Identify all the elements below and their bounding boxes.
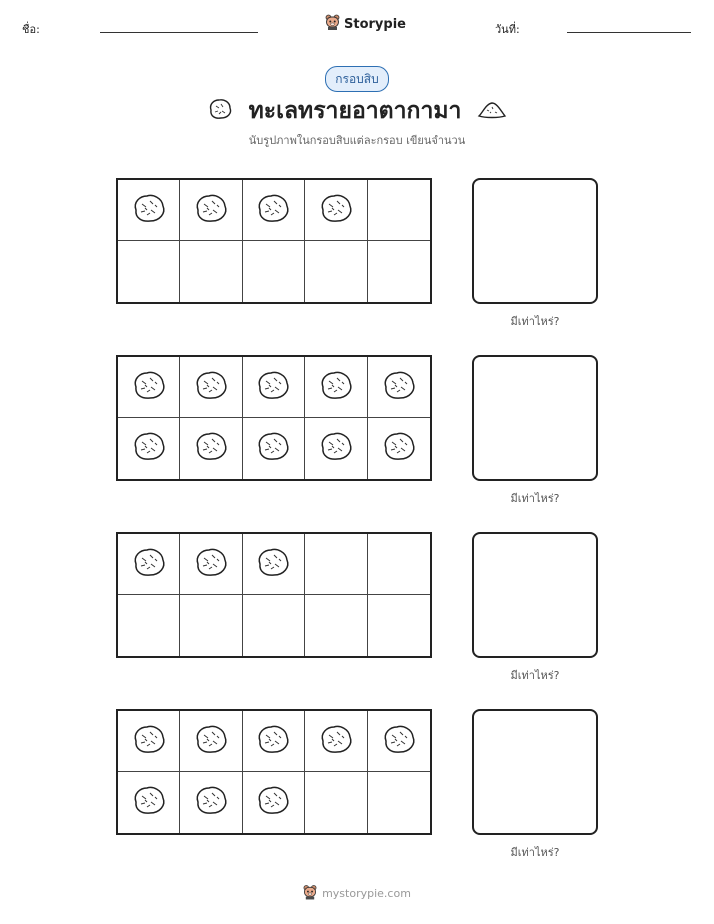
answer-box[interactable]	[472, 709, 598, 835]
rock-icon	[381, 430, 417, 467]
rock-icon	[255, 723, 291, 760]
ten-frame-cell	[118, 180, 180, 241]
ten-frame	[116, 178, 432, 304]
name-label: ชื่อ:	[22, 23, 40, 36]
brand-name: Storypie	[344, 16, 406, 32]
count-question: มีเท่าไหร่?	[510, 669, 560, 682]
rock-icon	[131, 784, 167, 821]
ten-frame-cell	[243, 534, 305, 595]
bear-mascot-icon	[303, 884, 317, 903]
rock-icon	[255, 192, 291, 229]
ten-frame-cell	[243, 711, 305, 772]
ten-frame-cell	[180, 418, 242, 479]
rock-icon	[131, 192, 167, 229]
ten-frame-cell	[118, 772, 180, 833]
rock-icon	[193, 369, 229, 406]
sand-pile-icon	[477, 98, 507, 124]
rock-icon	[131, 369, 167, 406]
ten-frame-cell	[180, 180, 242, 241]
rock-icon	[193, 723, 229, 760]
count-question: มีเท่าไหร่?	[510, 492, 560, 505]
date-label: วันที่:	[495, 23, 520, 36]
brand-logo	[325, 14, 406, 34]
ten-frame-cell	[243, 357, 305, 418]
worksheet-title: ทะเลทรายอาตากามา	[248, 98, 462, 124]
ten-frame	[116, 532, 432, 658]
ten-frame-cell	[305, 772, 367, 833]
ten-frame-cell	[180, 357, 242, 418]
ten-frame-cell	[368, 711, 430, 772]
answer-box[interactable]	[472, 178, 598, 304]
rock-icon	[318, 369, 354, 406]
rock-icon	[131, 546, 167, 583]
ten-frame-cell	[118, 711, 180, 772]
footer	[303, 884, 411, 903]
ten-frame-cell	[118, 241, 180, 302]
rock-icon	[193, 192, 229, 229]
ten-frame-cell	[180, 241, 242, 302]
ten-frame-cell	[305, 595, 367, 656]
ten-frame-cell	[368, 180, 430, 241]
ten-frame	[116, 355, 432, 481]
ten-frame-cell	[243, 241, 305, 302]
ten-frame-cell	[118, 418, 180, 479]
ten-frame-cell	[368, 534, 430, 595]
ten-frame-cell	[243, 772, 305, 833]
ten-frame-cell	[180, 711, 242, 772]
ten-frame-cell	[118, 534, 180, 595]
ten-frame-cell	[368, 241, 430, 302]
rock-icon	[255, 430, 291, 467]
ten-frame-cell	[368, 418, 430, 479]
ten-frame-cell	[118, 595, 180, 656]
rock-icon	[193, 784, 229, 821]
ten-frame-cell	[180, 772, 242, 833]
ten-frame-cell	[243, 180, 305, 241]
rock-icon	[193, 546, 229, 583]
ten-frame-cell	[368, 772, 430, 833]
answer-box[interactable]	[472, 532, 598, 658]
name-line[interactable]	[100, 32, 258, 33]
ten-frame-cell	[243, 418, 305, 479]
ten-frame-cell	[368, 595, 430, 656]
rock-icon	[318, 192, 354, 229]
rock-icon	[381, 723, 417, 760]
footer-url[interactable]: mystorypie.com	[322, 887, 411, 900]
ten-frame-cell	[305, 711, 367, 772]
count-question: มีเท่าไหร่?	[510, 315, 560, 328]
ten-frame-cell	[368, 357, 430, 418]
ten-frame-cell	[305, 357, 367, 418]
answer-box[interactable]	[472, 355, 598, 481]
rock-icon	[255, 784, 291, 821]
rock-icon	[255, 369, 291, 406]
rock-icon	[131, 430, 167, 467]
rock-icon	[318, 723, 354, 760]
ten-frame-cell	[243, 595, 305, 656]
bear-mascot-icon	[325, 14, 340, 34]
date-line[interactable]	[567, 32, 691, 33]
ten-frame-cell	[180, 595, 242, 656]
worksheet-type-badge: กรอบสิบ	[325, 66, 388, 92]
rock-icon	[131, 723, 167, 760]
ten-frame-cell	[118, 357, 180, 418]
rock-icon	[207, 97, 233, 125]
rock-icon	[255, 546, 291, 583]
rock-icon	[318, 430, 354, 467]
worksheet-instructions: นับรูปภาพในกรอบสิบแต่ละกรอบ เขียนจำนวน	[248, 134, 466, 147]
ten-frame-cell	[305, 534, 367, 595]
ten-frame-cell	[305, 180, 367, 241]
rock-icon	[193, 430, 229, 467]
rock-icon	[381, 369, 417, 406]
ten-frame-cell	[305, 418, 367, 479]
count-question: มีเท่าไหร่?	[510, 846, 560, 859]
ten-frame	[116, 709, 432, 835]
ten-frame-cell	[180, 534, 242, 595]
ten-frame-cell	[305, 241, 367, 302]
